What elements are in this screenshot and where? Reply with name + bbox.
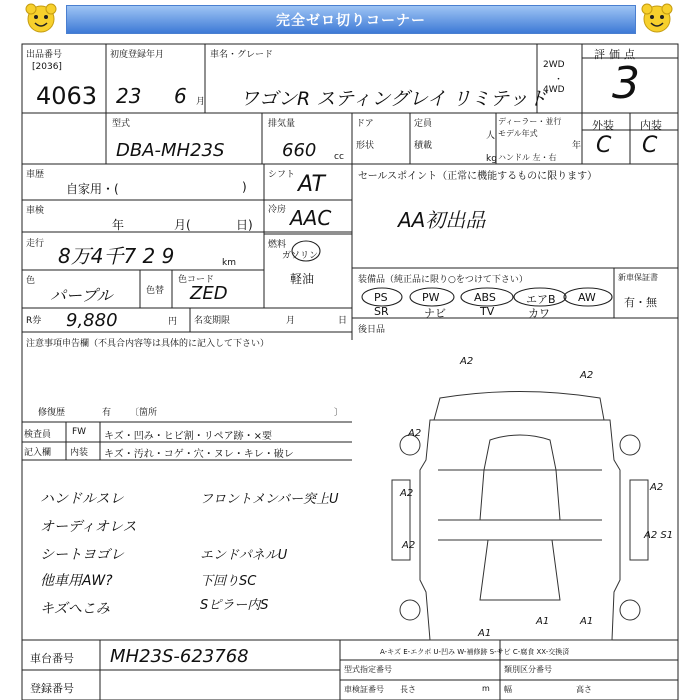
equip-abs: ABS [474,291,496,304]
inspector-label-1: 検査員 [24,430,52,440]
displacement-unit: cc [334,152,344,162]
mileage-label: 走行 [26,239,45,249]
first-reg-label: 初度登録年月 [110,50,165,60]
banner-title: 完全ゼロ切りコーナー [66,5,636,34]
damage-mark: A1 [580,616,594,627]
ac-label: 冷房 [268,205,287,215]
color-label: 色 [26,276,36,286]
score: 3 [612,58,640,109]
fuel-gasoline: ガソリン [282,251,319,261]
drive-2wd: 2WD [543,60,565,70]
equipment-label: 装備品（純正品に限り○をつけて下さい） [358,275,528,285]
damage-mark: A2 [402,540,416,551]
mileage-unit: km [222,258,236,268]
note-left: シートヨゴレ [40,547,124,563]
inspector-row2-cat: 内装 [70,448,89,458]
doors-label: ドア [356,119,374,129]
shift-label: シフト [268,170,296,180]
chassis-value: MH23S-623768 [110,646,249,667]
color-swap-label: 色替 [146,286,165,296]
exterior-label: 外装 [592,119,614,132]
interior-grade: C [642,133,658,158]
repair-location: 〔箇所 [130,408,158,418]
equip-pw: PW [422,291,440,304]
exterior-grade: C [596,133,612,158]
capacity-label: 定員 [414,119,433,129]
color-value: パープル [50,286,113,305]
chassis-label: 車台番号 [30,652,74,665]
equip-leather: カワ [528,307,550,320]
sales-label: セールスポイント（正常に機能するものに限ります） [358,171,598,182]
damage-mark: A2 [650,482,664,493]
displacement-label: 排気量 [268,119,296,129]
load-label: 積載 [414,141,433,151]
history-type-value: 自家用・( [66,182,119,196]
handle-label: ハンドル 左・右 [498,153,557,162]
model-year-label: モデル年式 [498,129,538,138]
note-right: フロントメンバー突上U [200,492,339,507]
repair-close: 〕 [334,408,344,418]
inspector-row1-items: キズ・凹み・ヒビ割・リペア跡・×要 [104,431,272,442]
drive-dot: ・ [554,75,564,85]
mileage-value: 8万4千7 2 9 [58,244,175,268]
model-label: 型式 [112,119,131,129]
rear-seat-label: 後日品 [358,325,386,335]
score-label: 評価点 [594,48,639,61]
equip-tv: TV [480,305,495,318]
equip-sr: SR [374,305,389,318]
length-label: 長さ [400,685,416,694]
recycle-value: 9,880 [66,310,118,331]
note-right: 下回りSC [200,574,257,589]
history-type-label: 車歴 [26,170,45,180]
repair-label: 修復歴 [38,408,66,418]
class-number-label: 類別区分番号 [504,665,552,674]
model-designation-label: 型式指定番号 [344,665,392,674]
lot-sub: [2036] [32,62,62,72]
caution-label: 注意事項申告欄（不具合内容等は具体的に記入して下さい） [26,339,270,349]
model-value: DBA-MH23S [116,140,225,161]
interior-label: 内装 [640,119,662,132]
diagram-legend: A-キズ E-エクボ U-凹み W-補修跡 S-サビ C-腐食 XX-交換済 [380,648,570,656]
sales-note: AA初出品 [398,208,486,232]
equip-airbag: エアB [526,293,556,306]
ac-value: AAC [290,206,332,230]
car-name-label: 車名・グレード [210,50,274,60]
displacement-value: 660 [282,140,317,161]
name-change-day: 日 [338,316,348,326]
equip-aw: AW [578,291,596,304]
inspector-row2-items: キズ・汚れ・コゲ・穴・ヌレ・キレ・破レ [104,449,294,460]
fuel-label: 燃料 [268,240,287,250]
damage-mark: A2 S1 [644,530,674,541]
name-change-month: 月 [286,316,296,326]
equip-navi: ナビ [424,307,446,320]
model-year-unit: 年 [572,141,582,151]
shift-value: AT [298,172,325,197]
first-reg-month: 6 [174,84,187,108]
damage-mark: A2 [460,356,474,367]
reg-no-label: 車検証番号 [344,685,384,694]
note-left: キズへこみ [40,601,110,617]
lot-label: 出品番号 [26,50,63,60]
damage-mark: A2 [408,428,422,439]
damage-mark: A1 [478,628,492,639]
capacity-unit: 人 [486,131,496,141]
equip-ps: PS [374,291,388,304]
dealer-label: ディーラー・並行 [498,117,562,126]
inspection-month: 月( [174,218,191,232]
damage-mark: A1 [536,616,550,627]
drive-4wd: 4WD [543,85,565,95]
first-reg-year: 23 [116,84,142,108]
damage-mark: A2 [580,370,594,381]
load-unit: kg [486,154,497,164]
warranty-value: 有・無 [624,296,657,309]
first-reg-month-unit: 月 [196,97,206,107]
car-diagram [392,392,648,641]
reg-label: 登録番号 [30,682,74,695]
recycle-label: R券 [26,316,42,326]
repair-has: 有 [102,408,112,418]
warranty-label: 新車保証書 [618,273,658,282]
lot-number: 4063 [36,82,98,110]
note-left: オーディオレス [40,519,137,535]
color-code-value: ZED [190,283,228,304]
color-code-label: 色コード [178,275,215,285]
height-label: 高さ [576,685,592,694]
note-right: エンドパネルU [200,548,288,563]
unit-m: m [482,684,490,693]
name-change-label: 名変期限 [194,316,231,326]
damage-mark: A2 [400,488,414,499]
fuel-light-oil: 軽油 [290,272,315,286]
recycle-unit: 円 [168,317,178,327]
note-left: 他車用AW? [40,573,113,589]
history-type-close: ) [242,180,247,194]
inspector-label-2: 記入欄 [24,448,52,458]
inspection-label: 車検 [26,206,45,216]
note-right: Sピラー内S [200,598,269,613]
width-label: 幅 [504,685,512,694]
inspection-day: 日) [236,218,253,232]
inspector-row1-cat: FW [72,427,87,437]
shape-label: 形状 [356,141,375,151]
note-left: ハンドルスレ [40,491,124,507]
inspection-year: 年 [112,218,125,232]
car-name: ワゴンR スティングレイ リミテッド [240,88,548,110]
